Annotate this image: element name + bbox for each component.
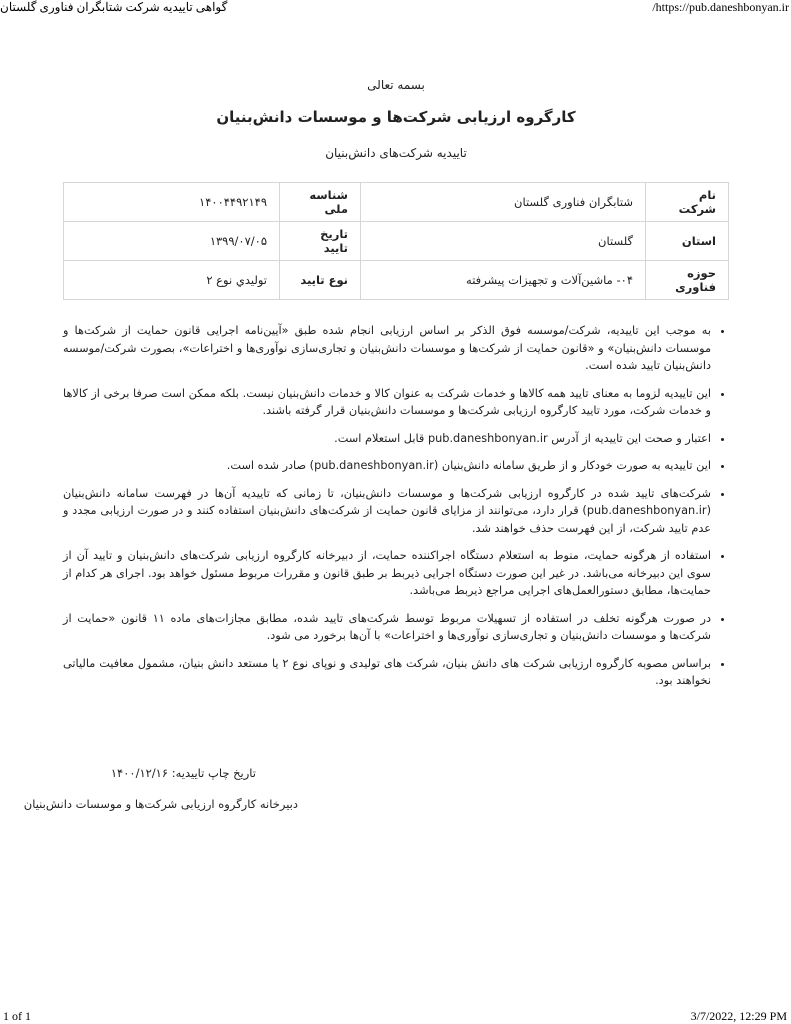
tech-field-value: ۰۴- ماشین‌آلات و تجهیزات پیشرفته bbox=[361, 261, 646, 300]
print-header-url: https://pub.daneshbonyan.ir/ bbox=[652, 0, 789, 14]
province-value: گلستان bbox=[361, 222, 646, 261]
list-item: • به موجب این تاییدیه، شرکت/موسسه فوق الذکر بر اساس ارزیابی انجام شده طبق «آیین‌نامه اجرایی قانون حمایت از شرکت‌ها و موسسات دانش‌بنیان» و «قانون حمایت از شرکت‌ها و موسسات دانش‌بنیان و تجاری‌سازی نوآوری‌ها و اختراعات»، بصورت شرکت/موسسه دانش‌بنیان تایید شده است. bbox=[63, 322, 711, 375]
approval-type-value: توليدي نوع ۲ bbox=[64, 261, 280, 300]
secretariat-signature: دبیرخانه کارگروه ارزیابی شرکت‌ها و موسسات دانش‌بنیان bbox=[23, 797, 298, 811]
approval-date-label: تاریخ تایید bbox=[280, 222, 361, 261]
basmala: بسمه تعالی bbox=[367, 78, 425, 92]
document-subtitle: تاییدیه شرکت‌های دانش‌بنیان bbox=[325, 146, 467, 160]
list-item: • این تاییدیه به صورت خودکار و از طریق سامانه دانش‌بنیان (pub.daneshbonyan.ir) صادر شده است. bbox=[63, 457, 711, 475]
approval-date-value: ۱۳۹۹/۰۷/۰۵ bbox=[64, 222, 280, 261]
company-name-label: نام شرکت bbox=[646, 183, 729, 222]
table-row bbox=[64, 183, 729, 222]
table-row bbox=[64, 261, 729, 300]
list-item: • شرکت‌های تایید شده در کارگروه ارزیابی شرکت‌ها و موسسات دانش‌بنیان، تا زمانی که تاییدیه آن‌ها در فهرست سامانه دانش‌بنیان (pub.daneshbonyan.ir) قرار دارد، می‌توانند از مزایای قانون حمایت از شرکت‌های دانش‌بنیان استفاده کنند و در صورت ارزیابی مجدد و عدم تایید شرکت، از این فهرست حذف خواهند شد. bbox=[63, 485, 711, 538]
print-date: تاریخ چاپ تاییدیه: ۱۴۰۰/۱۲/۱۶ bbox=[110, 766, 256, 780]
list-item: • اعتبار و صحت این تاییدیه از آدرس pub.daneshbonyan.ir قابل استعلام است. bbox=[63, 430, 711, 448]
list-item: • در صورت هرگونه تخلف در استفاده از تسهیلات مربوط توسط شرکت‌های تایید شده، مطابق مجازات‌های ماده ۱۱ قانون «حمایت از شرکت‌ها و موسسات دانش‌بنیان و تجاری‌سازی نوآوری‌ها و اختراعات» با آن‌ها برخورد می شود. bbox=[63, 610, 711, 645]
company-name-value: شتابگران فناوری گلستان bbox=[361, 183, 646, 222]
tech-field-label: حوزه فناوری bbox=[646, 261, 729, 300]
list-item: • این تاییدیه لزوما به معنای تایید همه کالاها و خدمات شرکت به عنوان کالا و خدمات دانش‌بنیان نیست. بلکه ممکن است صرفا برخی از کالاها و خدمات شرکت، مورد تایید کارگروه ارزیابی شرکت‌ها و موسسات دانش‌بنیان قرار گرفته باشند. bbox=[63, 385, 711, 420]
document-title: کارگروه ارزیابی شرکت‌ها و موسسات دانش‌بنیان bbox=[216, 108, 576, 126]
company-info-table bbox=[63, 182, 729, 300]
province-label: استان bbox=[646, 222, 729, 261]
list-item: • براساس مصوبه کارگروه ارزیابی شرکت های دانش بنیان، شرکت های تولیدی و نوپای نوع ۲ یا مستعد دانش بنیان، مشمول معافیت مالیاتی نخواهند بود. bbox=[63, 655, 711, 690]
page-count: 1 of 1 bbox=[3, 1009, 31, 1023]
national-id-label: شناسه ملی bbox=[280, 183, 361, 222]
approval-type-label: نوع تایید bbox=[280, 261, 361, 300]
print-header-title: گواهی تاییدیه شرکت شتابگران فناوری گلستان bbox=[0, 0, 228, 14]
certificate-document bbox=[63, 70, 729, 700]
national-id-value: ۱۴۰۰۴۴۹۲۱۴۹ bbox=[64, 183, 280, 222]
table-row bbox=[64, 222, 729, 261]
notes-list bbox=[63, 322, 729, 690]
print-timestamp: 3/7/2022, 12:29 PM bbox=[690, 1009, 787, 1023]
list-item: • استفاده از هرگونه حمایت، منوط به استعلام دستگاه اجراکننده حمایت، از دبیرخانه کارگروه ارزیابی شرکت‌های دانش‌بنیان و تایید آن از سوی این دبیرخانه می‌باشد. در غیر این صورت دستگاه اجرایی ذیربط بر طبق قانون و مقررات مربوط مسئول خواهد بود. اجرای هر کدام از حمایت‌ها، مطابق دستورالعمل‌های اجرایی مراجع ذیربط می‌باشد. bbox=[63, 547, 711, 600]
